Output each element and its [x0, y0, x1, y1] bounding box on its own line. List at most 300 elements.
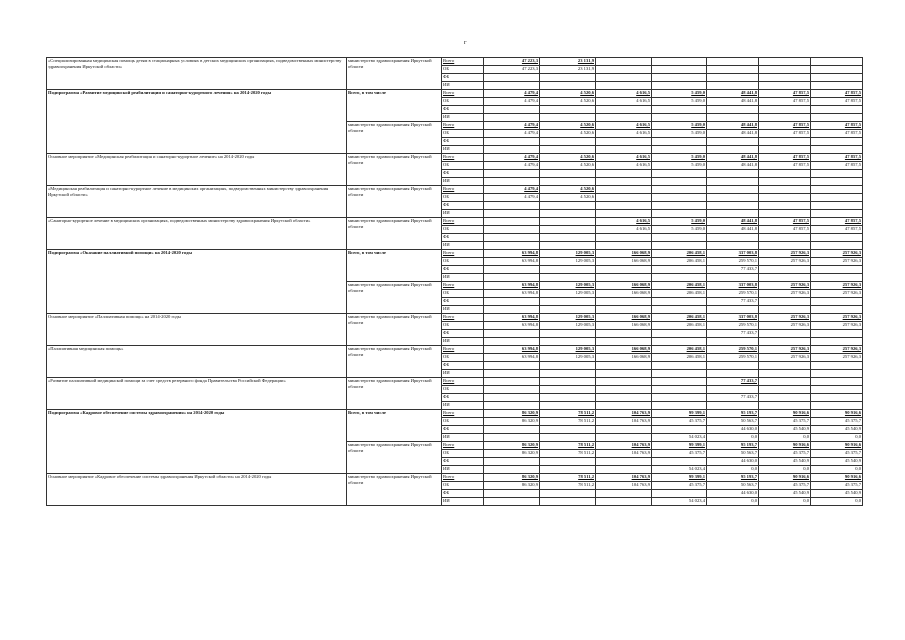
- amount-cell: [596, 394, 652, 402]
- amount-cell: 4 479,4: [484, 130, 540, 138]
- amount-cell: [811, 274, 863, 282]
- amount-cell: 259 570,1: [707, 258, 759, 266]
- amount-cell: [484, 306, 540, 314]
- amount-cell: 45 375,7: [811, 418, 863, 426]
- amount-cell: 45 375,7: [652, 482, 707, 490]
- amount-cell: [540, 114, 596, 122]
- amount-cell: [652, 242, 707, 250]
- amount-cell: 86 320,9: [484, 482, 540, 490]
- funding-source-cell: ИИ: [442, 370, 484, 378]
- amount-cell: 23 131,9: [540, 58, 596, 66]
- amount-cell: [707, 146, 759, 154]
- amount-cell: [707, 386, 759, 394]
- amount-cell: 23 131,9: [540, 66, 596, 74]
- amount-cell: 48 441,8: [707, 98, 759, 106]
- amount-cell: [759, 178, 811, 186]
- amount-cell: [540, 138, 596, 146]
- amount-cell: 4 520,6: [540, 194, 596, 202]
- funding-source-cell: ИИ: [442, 338, 484, 346]
- amount-cell: 86 320,9: [484, 442, 540, 450]
- amount-cell: [811, 202, 863, 210]
- amount-cell: 44 630,0: [707, 458, 759, 466]
- amount-cell: 90 916,6: [811, 410, 863, 418]
- amount-cell: 129 005,3: [540, 354, 596, 362]
- funding-source-cell: ОБ: [442, 354, 484, 362]
- amount-cell: [484, 362, 540, 370]
- funding-source-cell: ИИ: [442, 466, 484, 474]
- amount-cell: 4 479,4: [484, 194, 540, 202]
- amount-cell: [540, 234, 596, 242]
- amount-cell: 129 005,3: [540, 282, 596, 290]
- funding-source-cell: ФБ: [442, 74, 484, 82]
- amount-cell: 129 005,3: [540, 250, 596, 258]
- amount-cell: [759, 378, 811, 386]
- amount-cell: 4 479,4: [484, 90, 540, 98]
- amount-cell: [540, 74, 596, 82]
- amount-cell: [484, 378, 540, 386]
- amount-cell: [540, 146, 596, 154]
- amount-cell: 47 857,5: [759, 98, 811, 106]
- page-mark: г: [464, 40, 467, 46]
- amount-cell: [596, 498, 652, 506]
- amount-cell: 45 540,9: [811, 458, 863, 466]
- amount-cell: 0,0: [759, 434, 811, 442]
- amount-cell: [707, 178, 759, 186]
- amount-cell: [652, 194, 707, 202]
- table-row: [47, 314, 863, 322]
- program-name-cell: Основное мероприятие «Паллиативная помощь» на 2014-2020 годы: [47, 314, 347, 346]
- table-row: [47, 218, 863, 226]
- program-name-cell: «Специализированная медицинская помощь детям в стационарных условиях в детских медицинских организациях, подведомственных министерству здравоохранения Иркутской области»: [47, 58, 347, 90]
- funding-source-cell: ОБ: [442, 226, 484, 234]
- amount-cell: 166 068,9: [596, 250, 652, 258]
- amount-cell: [596, 82, 652, 90]
- amount-cell: [759, 266, 811, 274]
- amount-cell: 5 459,0: [652, 90, 707, 98]
- amount-cell: 45 375,7: [811, 450, 863, 458]
- amount-cell: 257 926,3: [759, 282, 811, 290]
- table-row: [47, 410, 863, 418]
- amount-cell: [596, 274, 652, 282]
- amount-cell: 4 520,6: [540, 154, 596, 162]
- amount-cell: 104 763,9: [596, 482, 652, 490]
- amount-cell: [596, 194, 652, 202]
- amount-cell: [652, 378, 707, 386]
- amount-cell: 257 926,3: [811, 250, 863, 258]
- amount-cell: 4 479,4: [484, 162, 540, 170]
- amount-cell: 95 193,7: [707, 474, 759, 482]
- amount-cell: [540, 466, 596, 474]
- amount-cell: [759, 338, 811, 346]
- amount-cell: [540, 170, 596, 178]
- amount-cell: [759, 394, 811, 402]
- funding-source-cell: Всего: [442, 122, 484, 130]
- executor-cell: министерство здравоохранения Иркутской области: [347, 282, 442, 314]
- amount-cell: 47 857,5: [759, 130, 811, 138]
- amount-cell: [707, 242, 759, 250]
- amount-cell: 337 003,8: [707, 282, 759, 290]
- funding-source-cell: ОБ: [442, 194, 484, 202]
- funding-source-cell: Всего: [442, 186, 484, 194]
- amount-cell: 5 459,0: [652, 226, 707, 234]
- amount-cell: [596, 58, 652, 66]
- executor-cell: министерство здравоохранения Иркутской области: [347, 442, 442, 474]
- amount-cell: [484, 226, 540, 234]
- amount-cell: [759, 362, 811, 370]
- amount-cell: 257 926,3: [811, 290, 863, 298]
- amount-cell: [707, 66, 759, 74]
- amount-cell: [652, 66, 707, 74]
- amount-cell: 95 193,7: [707, 442, 759, 450]
- amount-cell: 90 916,6: [759, 474, 811, 482]
- amount-cell: [759, 146, 811, 154]
- amount-cell: [759, 82, 811, 90]
- executor-cell: министерство здравоохранения Иркутской области: [347, 474, 442, 506]
- amount-cell: 47 857,5: [811, 98, 863, 106]
- amount-cell: [484, 458, 540, 466]
- amount-cell: [484, 466, 540, 474]
- amount-cell: 47 857,5: [811, 154, 863, 162]
- amount-cell: 47 857,5: [759, 90, 811, 98]
- amount-cell: [759, 330, 811, 338]
- funding-source-cell: Всего: [442, 58, 484, 66]
- amount-cell: [540, 426, 596, 434]
- table-row: [47, 250, 863, 258]
- amount-cell: [759, 234, 811, 242]
- funding-source-cell: ОБ: [442, 130, 484, 138]
- amount-cell: [596, 490, 652, 498]
- funding-source-cell: Всего: [442, 346, 484, 354]
- program-name-cell: Основное мероприятие «Кадровое обеспечение системы здравоохранения Иркутской области» на 2014-2020 годы: [47, 474, 347, 506]
- amount-cell: [707, 210, 759, 218]
- amount-cell: 47 857,5: [811, 122, 863, 130]
- amount-cell: [652, 74, 707, 82]
- amount-cell: 257 926,3: [811, 282, 863, 290]
- amount-cell: [484, 426, 540, 434]
- amount-cell: 78 511,2: [540, 450, 596, 458]
- funding-source-cell: ОБ: [442, 386, 484, 394]
- amount-cell: 259 570,1: [707, 322, 759, 330]
- executor-cell: министерство здравоохранения Иркутской области: [347, 314, 442, 346]
- amount-cell: 257 926,3: [811, 354, 863, 362]
- funding-source-cell: ИИ: [442, 306, 484, 314]
- amount-cell: [811, 242, 863, 250]
- amount-cell: [484, 330, 540, 338]
- amount-cell: [707, 82, 759, 90]
- amount-cell: [707, 170, 759, 178]
- amount-cell: [540, 274, 596, 282]
- amount-cell: 50 563,7: [707, 482, 759, 490]
- amount-cell: [652, 266, 707, 274]
- amount-cell: 0,0: [707, 434, 759, 442]
- amount-cell: 257 926,3: [811, 322, 863, 330]
- funding-source-cell: ИИ: [442, 274, 484, 282]
- amount-cell: 206 458,1: [652, 354, 707, 362]
- table-row: [47, 154, 863, 162]
- amount-cell: [652, 58, 707, 66]
- amount-cell: 257 926,3: [759, 322, 811, 330]
- amount-cell: [596, 106, 652, 114]
- amount-cell: 90 916,6: [811, 474, 863, 482]
- amount-cell: 78 511,2: [540, 410, 596, 418]
- funding-source-cell: Всего: [442, 154, 484, 162]
- amount-cell: [484, 402, 540, 410]
- amount-cell: 4 520,6: [540, 122, 596, 130]
- amount-cell: 104 763,9: [596, 410, 652, 418]
- amount-cell: 259 570,1: [707, 346, 759, 354]
- amount-cell: 77 433,7: [707, 266, 759, 274]
- amount-cell: 206 458,1: [652, 314, 707, 322]
- amount-cell: [484, 146, 540, 154]
- amount-cell: [652, 202, 707, 210]
- amount-cell: [811, 82, 863, 90]
- amount-cell: 5 459,0: [652, 154, 707, 162]
- amount-cell: [484, 498, 540, 506]
- amount-cell: 259 570,1: [707, 354, 759, 362]
- amount-cell: 47 857,5: [811, 90, 863, 98]
- amount-cell: 47 857,5: [759, 218, 811, 226]
- amount-cell: [540, 298, 596, 306]
- amount-cell: [596, 386, 652, 394]
- amount-cell: 63 994,8: [484, 322, 540, 330]
- amount-cell: 257 926,3: [811, 258, 863, 266]
- amount-cell: [759, 202, 811, 210]
- amount-cell: [540, 498, 596, 506]
- amount-cell: 129 005,3: [540, 322, 596, 330]
- program-name-cell: «Медицинская реабилитация и санаторно-курортное лечение в медицинских организациях, подведомственных министерству здравоохранения Иркутской области»: [47, 186, 347, 218]
- amount-cell: [652, 106, 707, 114]
- amount-cell: [759, 186, 811, 194]
- funding-source-cell: ФБ: [442, 202, 484, 210]
- amount-cell: 337 003,8: [707, 250, 759, 258]
- amount-cell: [596, 234, 652, 242]
- funding-source-cell: ИИ: [442, 242, 484, 250]
- amount-cell: [484, 242, 540, 250]
- executor-cell: Всего, в том числе: [347, 250, 442, 282]
- amount-cell: [759, 386, 811, 394]
- amount-cell: [596, 434, 652, 442]
- amount-cell: [596, 170, 652, 178]
- amount-cell: [484, 234, 540, 242]
- amount-cell: [540, 434, 596, 442]
- table-row: [47, 474, 863, 482]
- amount-cell: 4 520,6: [540, 162, 596, 170]
- amount-cell: 45 540,9: [811, 426, 863, 434]
- amount-cell: 99 399,1: [652, 442, 707, 450]
- amount-cell: [811, 378, 863, 386]
- amount-cell: 0,0: [811, 466, 863, 474]
- table-row: [47, 346, 863, 354]
- amount-cell: 4 520,6: [540, 130, 596, 138]
- amount-cell: 99 399,1: [652, 410, 707, 418]
- amount-cell: 95 193,7: [707, 410, 759, 418]
- amount-cell: [596, 362, 652, 370]
- amount-cell: 77 433,7: [707, 330, 759, 338]
- amount-cell: [540, 458, 596, 466]
- amount-cell: [759, 370, 811, 378]
- funding-source-cell: Всего: [442, 218, 484, 226]
- amount-cell: [484, 490, 540, 498]
- funding-source-cell: ОБ: [442, 418, 484, 426]
- amount-cell: 166 068,9: [596, 290, 652, 298]
- amount-cell: [759, 274, 811, 282]
- amount-cell: 206 458,1: [652, 250, 707, 258]
- amount-cell: 77 433,7: [707, 394, 759, 402]
- amount-cell: 45 540,9: [759, 490, 811, 498]
- amount-cell: 4 616,5: [596, 130, 652, 138]
- amount-cell: [540, 330, 596, 338]
- funding-source-cell: ИИ: [442, 178, 484, 186]
- amount-cell: 257 926,3: [759, 258, 811, 266]
- amount-cell: 129 005,3: [540, 258, 596, 266]
- amount-cell: [484, 274, 540, 282]
- amount-cell: 0,0: [707, 466, 759, 474]
- amount-cell: [811, 58, 863, 66]
- amount-cell: 47 857,5: [759, 162, 811, 170]
- amount-cell: 104 763,9: [596, 418, 652, 426]
- amount-cell: [596, 330, 652, 338]
- amount-cell: [540, 82, 596, 90]
- amount-cell: 5 459,0: [652, 162, 707, 170]
- executor-cell: министерство здравоохранения Иркутской области: [347, 122, 442, 154]
- amount-cell: [652, 146, 707, 154]
- amount-cell: 78 511,2: [540, 482, 596, 490]
- amount-cell: [652, 394, 707, 402]
- amount-cell: 86 320,9: [484, 474, 540, 482]
- amount-cell: [596, 466, 652, 474]
- executor-cell: министерство здравоохранения Иркутской области: [347, 378, 442, 410]
- amount-cell: 4 616,5: [596, 226, 652, 234]
- amount-cell: 99 399,1: [652, 474, 707, 482]
- amount-cell: 4 616,5: [596, 154, 652, 162]
- amount-cell: [811, 402, 863, 410]
- amount-cell: 78 511,2: [540, 418, 596, 426]
- amount-cell: [811, 106, 863, 114]
- amount-cell: 48 441,8: [707, 154, 759, 162]
- amount-cell: [811, 266, 863, 274]
- funding-source-cell: ФБ: [442, 298, 484, 306]
- amount-cell: [707, 402, 759, 410]
- amount-cell: [596, 370, 652, 378]
- amount-cell: [811, 234, 863, 242]
- funding-source-cell: ФБ: [442, 458, 484, 466]
- executor-cell: министерство здравоохранения Иркутской области: [347, 346, 442, 378]
- table-row: [47, 378, 863, 386]
- amount-cell: 50 563,7: [707, 418, 759, 426]
- funding-source-cell: Всего: [442, 378, 484, 386]
- amount-cell: [596, 186, 652, 194]
- amount-cell: [811, 394, 863, 402]
- amount-cell: 4 616,5: [596, 90, 652, 98]
- amount-cell: 0,0: [759, 498, 811, 506]
- amount-cell: [540, 218, 596, 226]
- amount-cell: 5 459,0: [652, 98, 707, 106]
- amount-cell: 4 520,6: [540, 90, 596, 98]
- amount-cell: [759, 66, 811, 74]
- amount-cell: [484, 202, 540, 210]
- funding-source-cell: ИИ: [442, 498, 484, 506]
- amount-cell: [811, 386, 863, 394]
- amount-cell: [652, 362, 707, 370]
- program-name-cell: Основное мероприятие «Медицинская реабилитация и санаторно-курортное лечение» на 2014-2020 годы: [47, 154, 347, 186]
- amount-cell: [596, 338, 652, 346]
- amount-cell: [596, 138, 652, 146]
- funding-source-cell: ИИ: [442, 402, 484, 410]
- amount-cell: [540, 242, 596, 250]
- amount-cell: 48 441,8: [707, 130, 759, 138]
- amount-cell: 166 068,9: [596, 346, 652, 354]
- funding-source-cell: ИИ: [442, 82, 484, 90]
- amount-cell: 257 926,3: [759, 314, 811, 322]
- amount-cell: 54 023,4: [652, 498, 707, 506]
- amount-cell: [484, 74, 540, 82]
- amount-cell: 206 458,1: [652, 258, 707, 266]
- amount-cell: [707, 194, 759, 202]
- amount-cell: [484, 114, 540, 122]
- funding-source-cell: ОБ: [442, 66, 484, 74]
- amount-cell: [707, 362, 759, 370]
- amount-cell: 90 916,6: [759, 442, 811, 450]
- funding-source-cell: ИИ: [442, 146, 484, 154]
- amount-cell: [759, 210, 811, 218]
- amount-cell: [811, 210, 863, 218]
- amount-cell: [596, 178, 652, 186]
- amount-cell: 166 068,9: [596, 314, 652, 322]
- funding-source-cell: ОБ: [442, 450, 484, 458]
- amount-cell: [540, 306, 596, 314]
- amount-cell: 47 857,5: [759, 226, 811, 234]
- amount-cell: 77 433,7: [707, 378, 759, 386]
- amount-cell: [652, 82, 707, 90]
- amount-cell: 0,0: [811, 434, 863, 442]
- amount-cell: 78 511,2: [540, 474, 596, 482]
- amount-cell: 86 320,9: [484, 450, 540, 458]
- amount-cell: 257 926,3: [759, 250, 811, 258]
- amount-cell: 47 857,5: [811, 226, 863, 234]
- amount-cell: 257 926,3: [759, 290, 811, 298]
- amount-cell: 4 479,4: [484, 186, 540, 194]
- amount-cell: 45 375,7: [652, 450, 707, 458]
- amount-cell: [540, 402, 596, 410]
- amount-cell: [652, 330, 707, 338]
- amount-cell: 63 994,8: [484, 314, 540, 322]
- amount-cell: [484, 170, 540, 178]
- amount-cell: [596, 458, 652, 466]
- amount-cell: [596, 266, 652, 274]
- executor-cell: Всего, в том числе: [347, 410, 442, 442]
- amount-cell: 47 857,5: [759, 122, 811, 130]
- amount-cell: [484, 394, 540, 402]
- funding-source-cell: Всего: [442, 282, 484, 290]
- amount-cell: 48 441,8: [707, 226, 759, 234]
- amount-cell: [484, 138, 540, 146]
- funding-source-cell: Всего: [442, 442, 484, 450]
- amount-cell: [811, 170, 863, 178]
- funding-source-cell: ФБ: [442, 266, 484, 274]
- amount-cell: 166 068,9: [596, 258, 652, 266]
- amount-cell: [540, 338, 596, 346]
- amount-cell: [707, 74, 759, 82]
- funding-source-cell: ФБ: [442, 362, 484, 370]
- funding-source-cell: Всего: [442, 314, 484, 322]
- funding-source-cell: ИИ: [442, 434, 484, 442]
- amount-cell: [759, 106, 811, 114]
- funding-source-cell: Всего: [442, 250, 484, 258]
- amount-cell: 47 857,5: [811, 162, 863, 170]
- amount-cell: [652, 274, 707, 282]
- amount-cell: 45 375,7: [811, 482, 863, 490]
- amount-cell: [811, 114, 863, 122]
